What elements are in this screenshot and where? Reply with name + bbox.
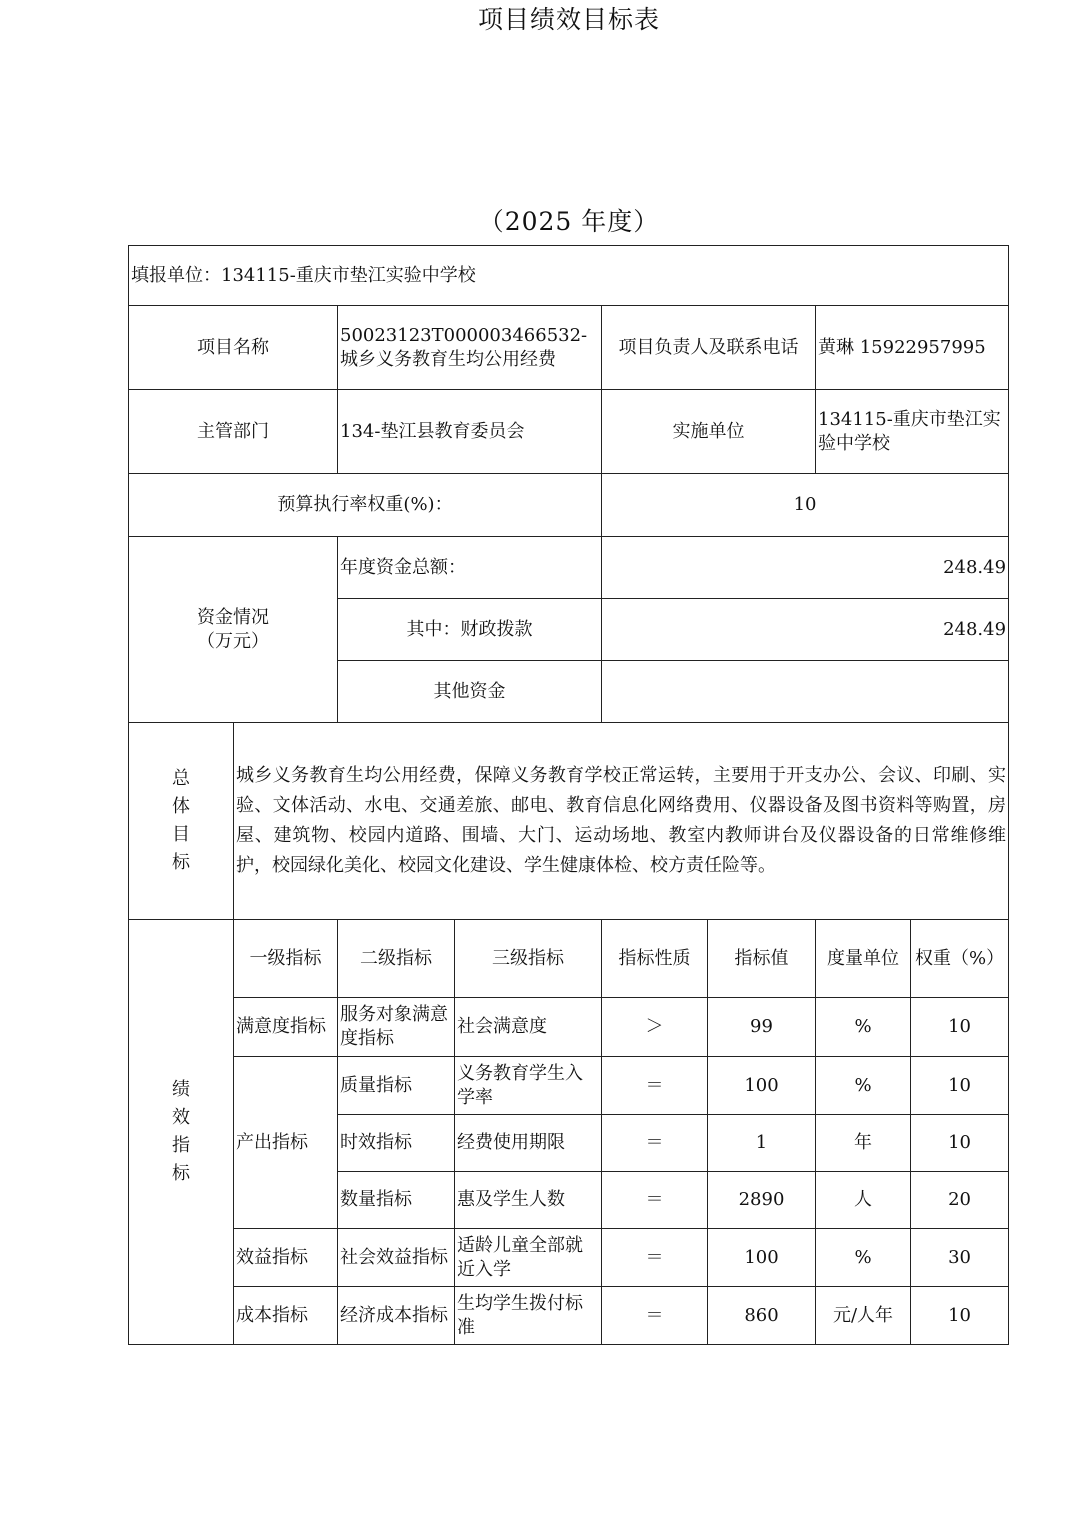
- indicator-row: [129, 1287, 1009, 1345]
- header-level1: 一级指标: [234, 920, 338, 998]
- level3-cell: 惠及学生人数: [455, 1172, 602, 1229]
- header-unit: 度量单位: [816, 920, 911, 998]
- budget-weight-row: [129, 474, 1009, 537]
- nature-cell: ＝: [602, 1172, 708, 1229]
- department-label: 主管部门: [129, 390, 338, 474]
- department-value: 134-垫江县教育委员会: [338, 390, 602, 474]
- reporting-unit-label: 填报单位：: [131, 264, 221, 286]
- implementer-label: 实施单位: [602, 390, 816, 474]
- header-value: 指标值: [708, 920, 816, 998]
- level3-cell: 社会满意度: [455, 998, 602, 1057]
- budget-weight-label: 预算执行率权重(%)：: [129, 474, 602, 537]
- funds-other-value: [602, 661, 1009, 723]
- performance-indicator-label-char: 绩: [172, 1079, 190, 1100]
- performance-indicator-label-char: 指: [172, 1135, 190, 1156]
- nature-cell: ＞: [602, 998, 708, 1057]
- project-name-row: [129, 306, 1009, 390]
- level3-cell: 义务教育学生入学率: [455, 1057, 602, 1115]
- funds-total-row: [129, 537, 1009, 599]
- weight-cell: 10: [911, 1057, 1009, 1115]
- funds-fiscal-value: 248.49: [602, 599, 1009, 661]
- funds-label: [129, 537, 338, 723]
- header-weight: 权重（%）: [911, 920, 1009, 998]
- unit-cell: 人: [816, 1172, 911, 1229]
- unit-cell: %: [816, 1229, 911, 1287]
- level3-cell: 适龄儿童全部就近入学: [455, 1229, 602, 1287]
- overall-goal-label-char: 标: [172, 852, 190, 873]
- value-cell: 100: [708, 1057, 816, 1115]
- funds-total-label: 年度资金总额：: [338, 537, 602, 599]
- level1-output: 产出指标: [234, 1057, 338, 1229]
- performance-indicator-label-char: 效: [172, 1107, 190, 1128]
- funds-total-value: 248.49: [602, 537, 1009, 599]
- value-cell: 2890: [708, 1172, 816, 1229]
- indicator-row: [129, 998, 1009, 1057]
- funds-fiscal-label: 其中：财政拨款: [338, 599, 602, 661]
- overall-goal-label-char: 目: [172, 824, 190, 845]
- header-level2: 二级指标: [338, 920, 455, 998]
- project-name-value: 50023123T000003466532-城乡义务教育生均公用经费: [338, 306, 602, 390]
- nature-cell: ＝: [602, 1287, 708, 1345]
- level1-satisfaction: 满意度指标: [234, 998, 338, 1057]
- indicator-row: [129, 1229, 1009, 1287]
- level3-cell: 经费使用期限: [455, 1115, 602, 1172]
- reporting-unit-value: 134115-重庆市垫江实验中学校: [221, 264, 476, 286]
- weight-cell: 20: [911, 1172, 1009, 1229]
- project-name-label: 项目名称: [129, 306, 338, 390]
- budget-weight-value: 10: [602, 474, 1009, 537]
- unit-cell: %: [816, 998, 911, 1057]
- performance-indicator-label: [129, 920, 234, 1345]
- document-year: （2025 年度）: [478, 207, 660, 236]
- nature-cell: ＝: [602, 1115, 708, 1172]
- reporting-unit-row: [129, 246, 1009, 306]
- level2-cell: 服务对象满意度指标: [338, 998, 455, 1057]
- weight-cell: 10: [911, 1287, 1009, 1345]
- performance-goal-table: [128, 245, 1009, 1345]
- unit-cell: %: [816, 1057, 911, 1115]
- nature-cell: ＝: [602, 1229, 708, 1287]
- header-nature: 指标性质: [602, 920, 708, 998]
- value-cell: 860: [708, 1287, 816, 1345]
- value-cell: 99: [708, 998, 816, 1057]
- implementer-value: 134115-重庆市垫江实验中学校: [816, 390, 1009, 474]
- level2-cell: 时效指标: [338, 1115, 455, 1172]
- overall-goal-row: [129, 723, 1009, 920]
- level2-cell: 社会效益指标: [338, 1229, 455, 1287]
- overall-goal-label: [129, 723, 234, 920]
- level2-cell: 经济成本指标: [338, 1287, 455, 1345]
- project-manager-label: 项目负责人及联系电话: [602, 306, 816, 390]
- overall-goal-label-char: 体: [172, 796, 190, 817]
- project-manager-value: 黄琳 15922957995: [816, 306, 1009, 390]
- level3-cell: 生均学生拨付标准: [455, 1287, 602, 1345]
- level2-cell: 数量指标: [338, 1172, 455, 1229]
- funds-label-line2: （万元）: [197, 630, 269, 652]
- level2-cell: 质量指标: [338, 1057, 455, 1115]
- unit-cell: 元/人年: [816, 1287, 911, 1345]
- nature-cell: ＝: [602, 1057, 708, 1115]
- indicator-header-row: [129, 920, 1009, 998]
- funds-other-label: 其他资金: [338, 661, 602, 723]
- level1-benefit: 效益指标: [234, 1229, 338, 1287]
- unit-cell: 年: [816, 1115, 911, 1172]
- document-title: 项目绩效目标表: [477, 5, 660, 34]
- overall-goal-text: 城乡义务教育生均公用经费，保障义务教育学校正常运转，主要用于开支办公、会议、印刷、实验、文体活动、水电、交通差旅、邮电、教育信息化网络费用、仪器设备及图书资料等购置，房屋、建筑物、校园内道路、围墙、大门、运动场地、教室内教师讲台及仪器设备的日常维修维护，校园绿化美化、校园文化建设、学生健康体检、校方责任险等。: [234, 723, 1009, 920]
- funds-label-line1: 资金情况: [197, 606, 269, 628]
- reporting-unit-cell: [129, 246, 1009, 306]
- indicator-row: [129, 1057, 1009, 1115]
- weight-cell: 10: [911, 1115, 1009, 1172]
- value-cell: 100: [708, 1229, 816, 1287]
- header-level3: 三级指标: [455, 920, 602, 998]
- weight-cell: 30: [911, 1229, 1009, 1287]
- value-cell: 1: [708, 1115, 816, 1172]
- performance-indicator-label-char: 标: [172, 1163, 190, 1184]
- level1-cost: 成本指标: [234, 1287, 338, 1345]
- weight-cell: 10: [911, 998, 1009, 1057]
- department-row: [129, 390, 1009, 474]
- overall-goal-label-char: 总: [172, 768, 190, 789]
